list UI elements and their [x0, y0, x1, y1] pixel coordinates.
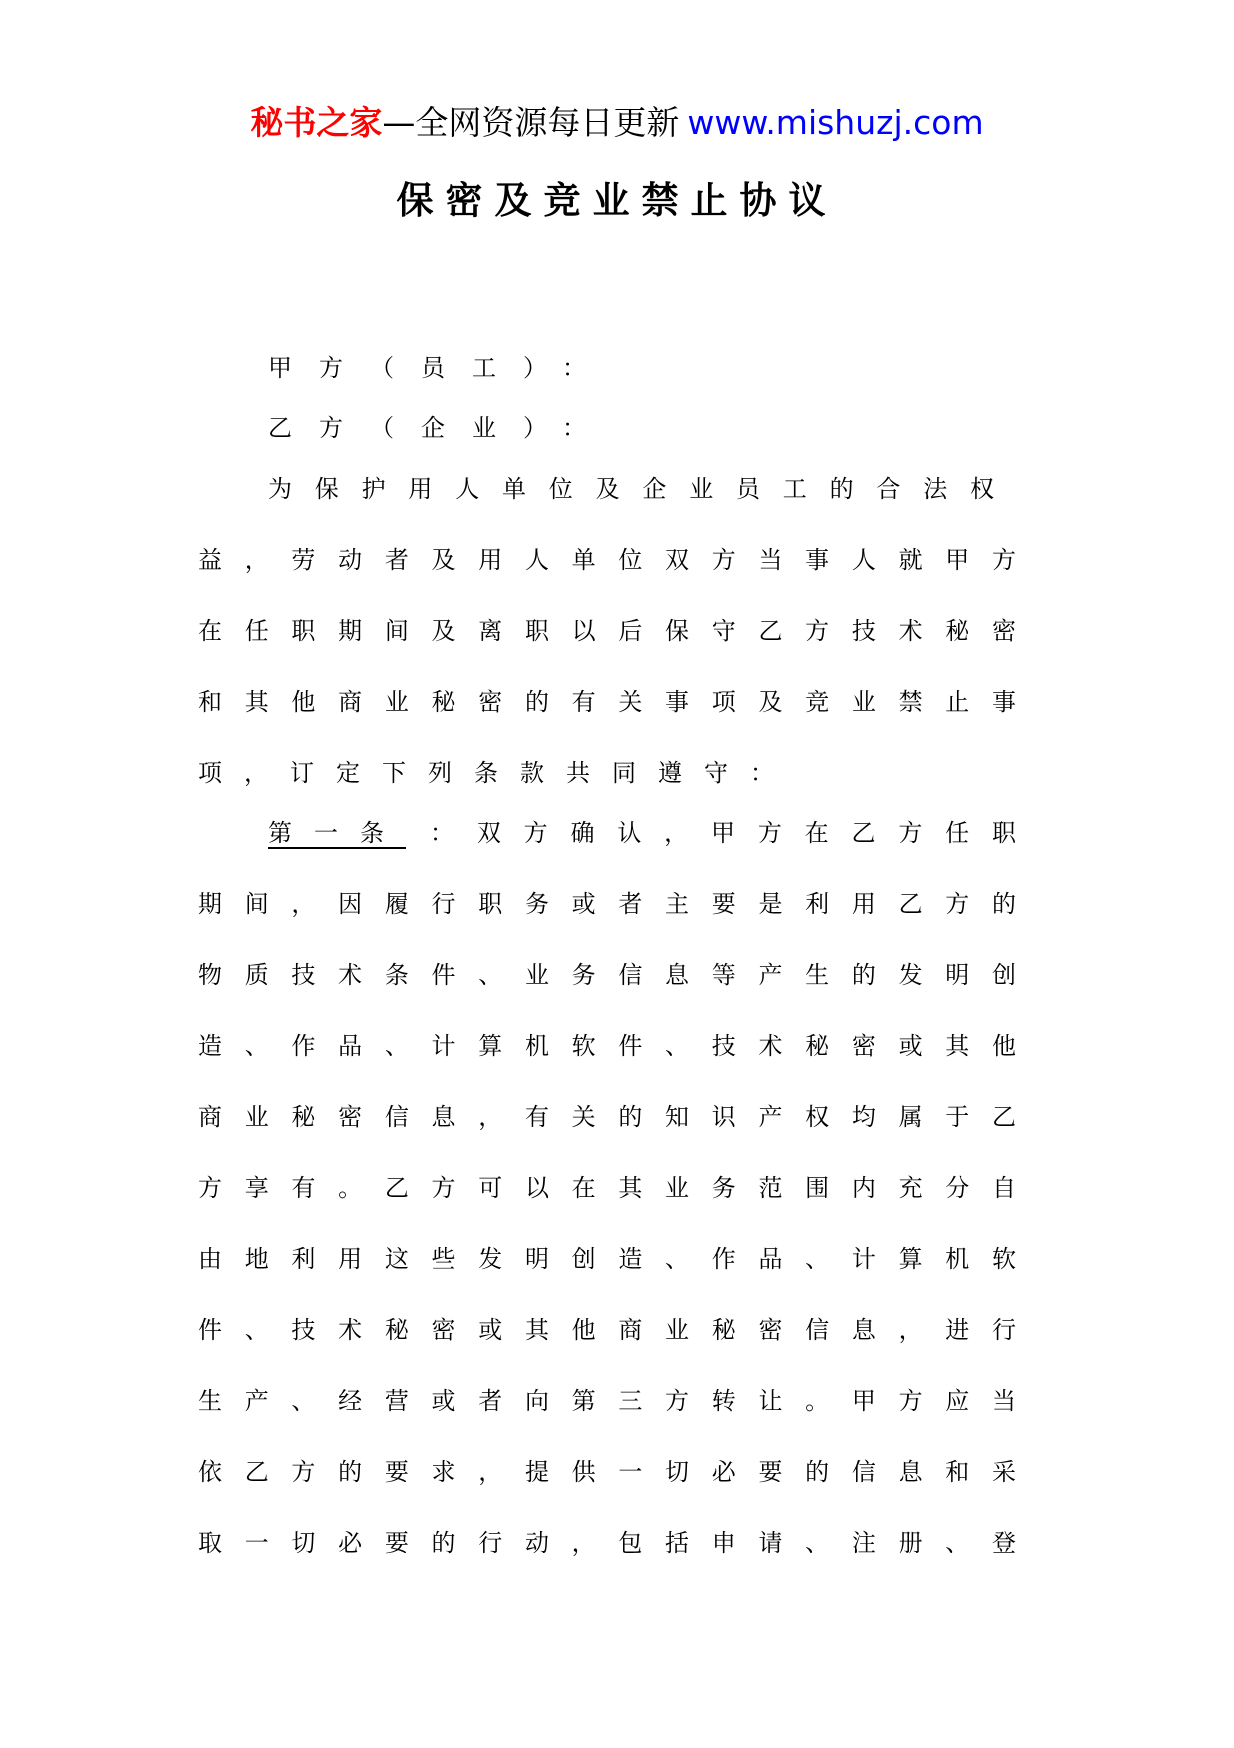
article-1-line-8: 件、技术秘密或其他商业秘密信息，进行	[198, 1316, 1016, 1344]
article-1-line-3: 物质技术条件、业务信息等产生的发明创	[198, 961, 1016, 989]
preamble-line-5: 项，订定下列条款共同遵守：	[198, 759, 796, 787]
preamble-line-1: 为保护用人单位及企业员工的合法权	[268, 475, 994, 503]
article-1-line-4: 造、作品、计算机软件、技术秘密或其他	[198, 1032, 1016, 1060]
article-1-heading: 第一条	[268, 819, 406, 847]
party-b-line: 乙方（企业）：	[268, 414, 613, 442]
preamble-line-2: 益，劳动者及用人单位双方当事人就甲方	[198, 546, 1016, 574]
party-a-line: 甲方（员工）：	[268, 354, 613, 382]
article-1-line-9: 生产、经营或者向第三方转让。甲方应当	[198, 1387, 1016, 1415]
article-1-line-6: 方享有。乙方可以在其业务范围内充分自	[198, 1174, 1016, 1202]
site-url-link[interactable]: www.mishuzj.com	[687, 103, 984, 142]
header-tagline: —全网资源每日更新	[382, 103, 680, 142]
brand-name: 秘书之家	[250, 103, 383, 142]
document-title: 保密及竞业禁止协议	[396, 179, 838, 222]
article-1-line-10: 依乙方的要求，提供一切必要的信息和采	[198, 1458, 1016, 1486]
article-1-line-11: 取一切必要的行动，包括申请、注册、登	[198, 1529, 1016, 1557]
preamble-line-3: 在任职期间及离职以后保守乙方技术秘密	[198, 617, 1016, 645]
article-1-line-5: 商业秘密信息，有关的知识产权均属于乙	[198, 1103, 1016, 1131]
article-1-line-7: 由地利用这些发明创造、作品、计算机软	[198, 1245, 1016, 1273]
article-1-first-line	[268, 816, 1016, 850]
preamble-line-4: 和其他商业秘密的有关事项及竞业禁止事	[198, 688, 1016, 716]
article-1-first-rest: ：双方确认，甲方在乙方任职	[430, 819, 1016, 847]
article-1-line-2: 期间，因履行职务或者主要是利用乙方的	[198, 890, 1016, 918]
site-header	[0, 100, 1234, 146]
